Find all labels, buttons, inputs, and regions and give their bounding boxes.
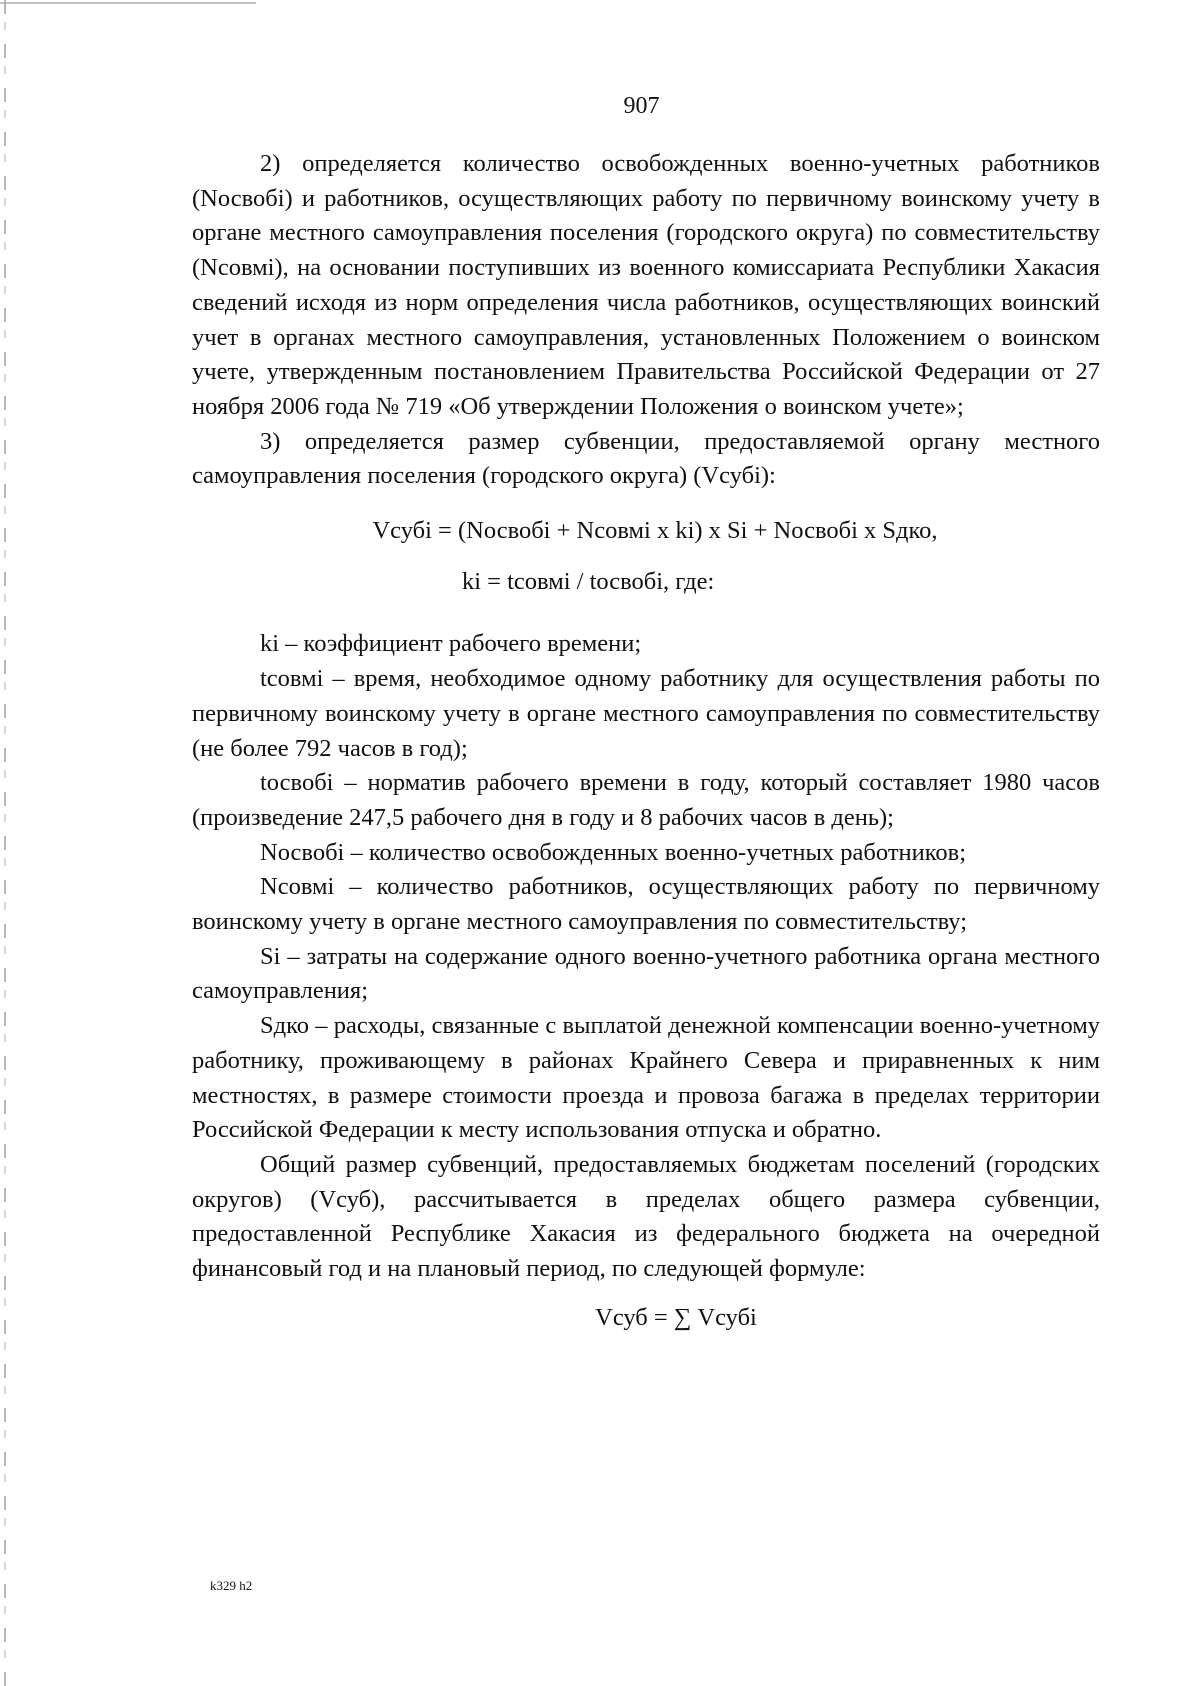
definition-si: Si – затраты на содержание одного военно-учетного работника органа местного самоуправления;: [192, 942, 1100, 1005]
page-number: 907: [623, 93, 660, 119]
paragraph-item-2: 2) определяется количество освобожденных военно-учетных работников (Nосвобi) и работников, осуществляющих работу по первичному воинскому учету в органе местного самоуправления поселения (городского округа) по совместительству (Nсовмi), на основании поступивших из военного комиссариата Республики Хакасия сведений исходя из норм определения числа работников, осуществляющих воинский учет в органах местного самоуправления, установленных Положением о воинском учете, утвержденным постановлением Правительства Российской Федерации от 27 ноября 2006 года № 719 «Об утверждении Положения о воинском учете»;: [192, 150, 1100, 420]
formula-vsubi: Vсубi = (Nосвобi + Nсовмi x ki) x Si + Nосвобi x Sдко,: [372, 517, 938, 545]
footer-code: k329 h2: [210, 1578, 253, 1593]
scan-edge-left: [4, 0, 6, 1686]
formula-ki: ki = tсовмi / tосвобi, где:: [462, 567, 715, 595]
definition-ki: ki – коэффициент рабочего времени;: [260, 630, 642, 658]
paragraph-total-subvention: Общий размер субвенций, предоставляемых бюджетам поселений (городских округов) (Vсуб), рассчитывается в пределах общего размера субвенции, предоставленной Республике Хакасия из федерального бюджета на очередной финансовый год и на плановый период, по следующей формуле:: [192, 1150, 1100, 1283]
definition-sdko: Sдко – расходы, связанные с выплатой денежной компенсации военно-учетному работнику, проживающему в районах Крайнего Севера и приравненных к ним местностях, в размере стоимости проезда и провоза багажа в пределах территории Российской Федерации к месту использования отпуска и обратно.: [192, 1012, 1100, 1144]
formula-vsub: Vсуб = ∑ Vсубi: [595, 1303, 757, 1331]
scan-edge-top: [0, 2, 256, 4]
definition-nosvob: Nосвобi – количество освобожденных военно-учетных работников;: [260, 838, 967, 866]
paragraph-item-3: 3) определяется размер субвенции, предоставляемой органу местного самоуправления поселения (городского округа) (Vсубi):: [192, 427, 1100, 490]
definition-tsovm: tсовмi – время, необходимое одному работнику для осуществления работы по первичному воинскому учету в органе местного самоуправления по совместительству (не более 792 часов в год);: [192, 665, 1100, 762]
definition-nsovm: Nсовмi – количество работников, осуществляющих работу по первичному воинскому учету в органе местного самоуправления по совместительству;: [192, 873, 1100, 936]
definition-tosvob: tосвобi – норматив рабочего времени в году, который составляет 1980 часов (произведение 247,5 рабочего дня в году и 8 рабочих часов в день);: [192, 769, 1100, 831]
document-body: [192, 147, 1100, 1336]
